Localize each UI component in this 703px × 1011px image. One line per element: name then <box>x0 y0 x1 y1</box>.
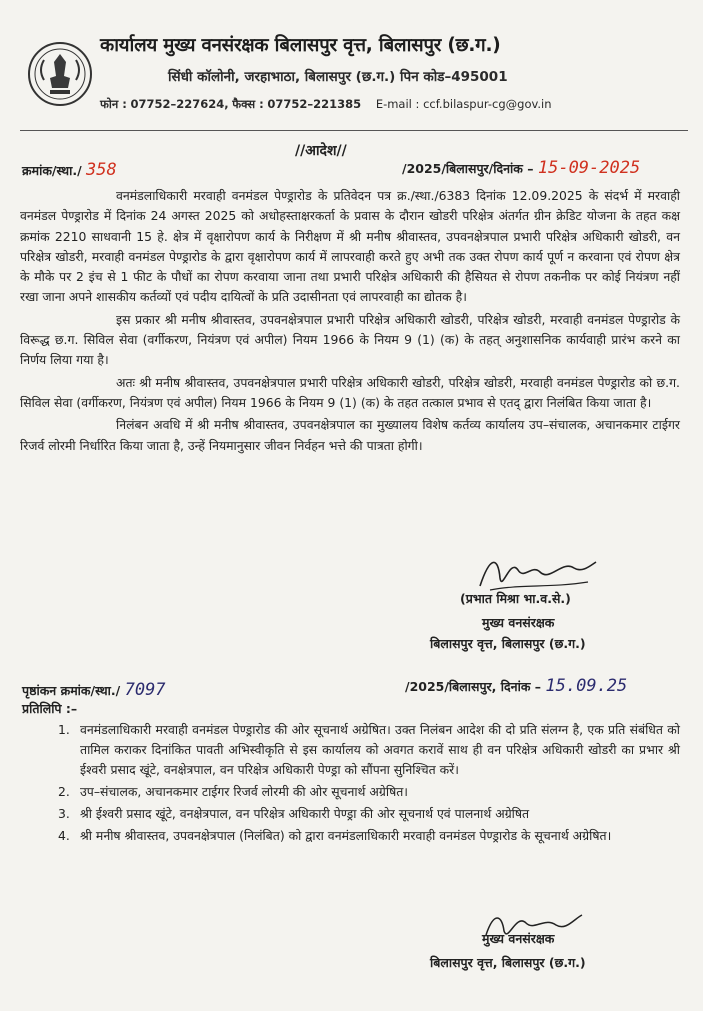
copy-item-text: श्री मनीष श्रीवास्तव, उपवनक्षेत्रपाल (निलंबित) को द्वारा वनमंडलाधिकारी मरवाही वनमंडल पेण्ड्रारोड के सूचनार्थ अग्रेषित। <box>80 828 612 843</box>
order-body <box>20 186 680 456</box>
phone-label: फोन : <box>100 97 127 111</box>
order-paragraph: निलंबन अवधि में श्री मनीष श्रीवास्तव, उपवनक्षेत्रपाल का मुख्यालय विशेष कर्तव्य कार्यालय उप–संचालक, अचानकमार टाईगर रिजर्व लोरमी निर्धारित किया जाता है, उन्हें नियमानुसार जीवन निर्वहन भत्ते की पात्रता होगी। <box>20 417 680 453</box>
order-paragraph: अतः श्री मनीष श्रीवास्तव, उपवनक्षेत्रपाल प्रभारी परिक्षेत्र अधिकारी खोडरी, परिक्षेत्र खोडरी, मरवाही वनमंडल पेण्ड्रारोड को छ.ग. सिविल सेवा (वर्गीकरण, नियंत्रण एवं अपील) नियम 1966 के नियम 9 (1) (क) के तहत तत्काल प्रभाव से एतद् द्वारा निलंबित किया जाता है। <box>20 374 680 410</box>
order-date-value: 15-09-2025 <box>537 158 641 178</box>
endorsement-ref <box>22 680 166 700</box>
endorsement-date-value: 15.09.25 <box>545 676 628 696</box>
email-label: E-mail : <box>375 97 420 111</box>
copy-item-text: उप–संचालक, अचानकमार टाईगर रिजर्व लोरमी की ओर सूचनार्थ अग्रेषित। <box>80 784 409 799</box>
endorsement-date <box>405 676 627 696</box>
endorsement-date-label: /2025/बिलासपुर, दिनांक – <box>405 679 542 694</box>
copy-list-item <box>20 826 680 846</box>
endorsement-ref-number: 7097 <box>124 680 166 700</box>
signature-scribble <box>470 548 600 596</box>
copy-item-number: 4. <box>58 828 70 843</box>
order-paragraph: वनमंडलाधिकारी मरवाही वनमंडल पेण्ड्रारोड के प्रतिवेदन पत्र क्र./स्था./6383 दिनांक 12.09.2025 के संदर्भ में मरवाही वनमंडल पेण्ड्रारोड में दिनांक 24 अगस्त 2025 को अधोहस्ताक्षरकर्ता के प्रवास के दौरान खोडरी परिक्षेत्र अंतर्गत ग्रीन क्रेडिट योजना के तहत कक्ष क्रमांक 2210 साधवानी 15 हे. क्षेत्र में वृक्षारोपण कार्य के निरीक्षण में श्री मनीष श्रीवास्तव, उपवनक्षेत्रपाल प्रभारी परिक्षेत्र अधिकारी खोडरी, वन परिक्षेत्र खोडरी, मरवाही वनमंडल पेण्ड्रारोड के द्वारा वृक्षारोपण कार्य में लापरवाही करते हुए अभी तक उक्त रोपण कार्य पूर्ण न करवाना एवं रोपण क्षेत्र के मौके पर 2 इंच से 1 फीट के पौधों का रोपण करवाया जाना तथा प्रभारी परिक्षेत्र अधिकारी की हैसियत से रोपण तकनीक पर कोई नियंत्रण नहीं रखा जाना अपने शासकीय कर्तव्यों एवं पदीय दायित्वों के प्रति उदासीनता एवं लापरवाही का द्योतक है। <box>20 188 680 305</box>
order-paragraph: इस प्रकार श्री मनीष श्रीवास्तव, उपवनक्षेत्रपाल प्रभारी परिक्षेत्र अधिकारी खोडरी, परिक्षेत्र खोडरी, मरवाही वनमंडल पेण्ड्रारोड के विरूद्ध छ.ग. सिविल सेवा (वर्गीकरण, नियंत्रण एवं अपील) नियम 1966 के नियम 9 (1) (क) के तहत् अनुशासनिक कार्यवाही प्रारंभ करने का निर्णय लिया गया है। <box>20 311 680 368</box>
signatory-name: (प्रभात मिश्रा भा.व.से.) <box>460 591 571 606</box>
order-date <box>402 158 640 178</box>
copy-list-item <box>20 782 680 802</box>
fax-number: 07752–221385 <box>267 97 362 111</box>
phone-number: 07752–227624, <box>130 97 229 111</box>
signatory-place: बिलासपुर वृत्त, बिलासपुर (छ.ग.) <box>430 636 586 651</box>
order-ref-label: क्रमांक/स्था./ <box>22 163 82 178</box>
office-address: सिंधी कॉलोनी, जरहाभाठा, बिलासपुर (छ.ग.) पिन कोड–495001 <box>168 69 508 85</box>
fax-label: फैक्स : <box>232 97 264 111</box>
copy-item-number: 1. <box>58 722 70 737</box>
endorsement-signatory-post: मुख्य वनसंरक्षक <box>482 931 555 946</box>
endorsement-signatory-place: बिलासपुर वृत्त, बिलासपुर (छ.ग.) <box>430 955 586 970</box>
order-ref-number: 358 <box>86 160 117 180</box>
state-emblem-seal <box>26 40 94 108</box>
signatory-post: मुख्य वनसंरक्षक <box>482 615 555 630</box>
office-title: कार्यालय मुख्य वनसंरक्षक बिलासपुर वृत्त, बिलासपुर (छ.ग.) <box>100 35 501 56</box>
office-contact <box>100 97 552 112</box>
copy-label: प्रतिलिपि :– <box>22 701 78 716</box>
order-heading: //आदेश// <box>295 143 347 159</box>
header-divider <box>20 130 688 131</box>
copy-list <box>20 720 680 846</box>
copy-item-number: 3. <box>58 806 70 821</box>
copy-item-text: श्री ईश्वरी प्रसाद खूंटे, वनक्षेत्रपाल, वन परिक्षेत्र अधिकारी पेण्ड्रा की ओर सूचनार्थ एवं पालनार्थ अग्रेषित <box>80 806 530 821</box>
endorsement-ref-label: पृष्ठांकन क्रमांक/स्था./ <box>22 683 121 698</box>
email-address: ccf.bilaspur-cg@gov.in <box>423 97 552 111</box>
order-date-label: /2025/बिलासपुर/दिनांक – <box>402 161 534 176</box>
copy-list-block <box>20 720 680 848</box>
copy-item-number: 2. <box>58 784 70 799</box>
order-ref <box>22 160 117 180</box>
copy-item-text: वनमंडलाधिकारी मरवाही वनमंडल पेण्ड्रारोड की ओर सूचनार्थ अग्रेषित। उक्त निलंबन आदेश की दो प्रति संलग्न है, एक प्रति संबंधित को तामिल कराकर दिनांकित पावती अभिस्वीकृति से इस कार्यालय को अवगत करावें साथ ही वन परिक्षेत्र अधिकारी खोडरी का प्रभार श्री ईश्वरी प्रसाद खूंटे, वनक्षेत्रपाल, वन परिक्षेत्र अधिकारी पेण्ड्रा को सौंपना सुनिश्चित करें। <box>80 722 680 777</box>
copy-list-item <box>20 720 680 780</box>
copy-list-item <box>20 804 680 824</box>
